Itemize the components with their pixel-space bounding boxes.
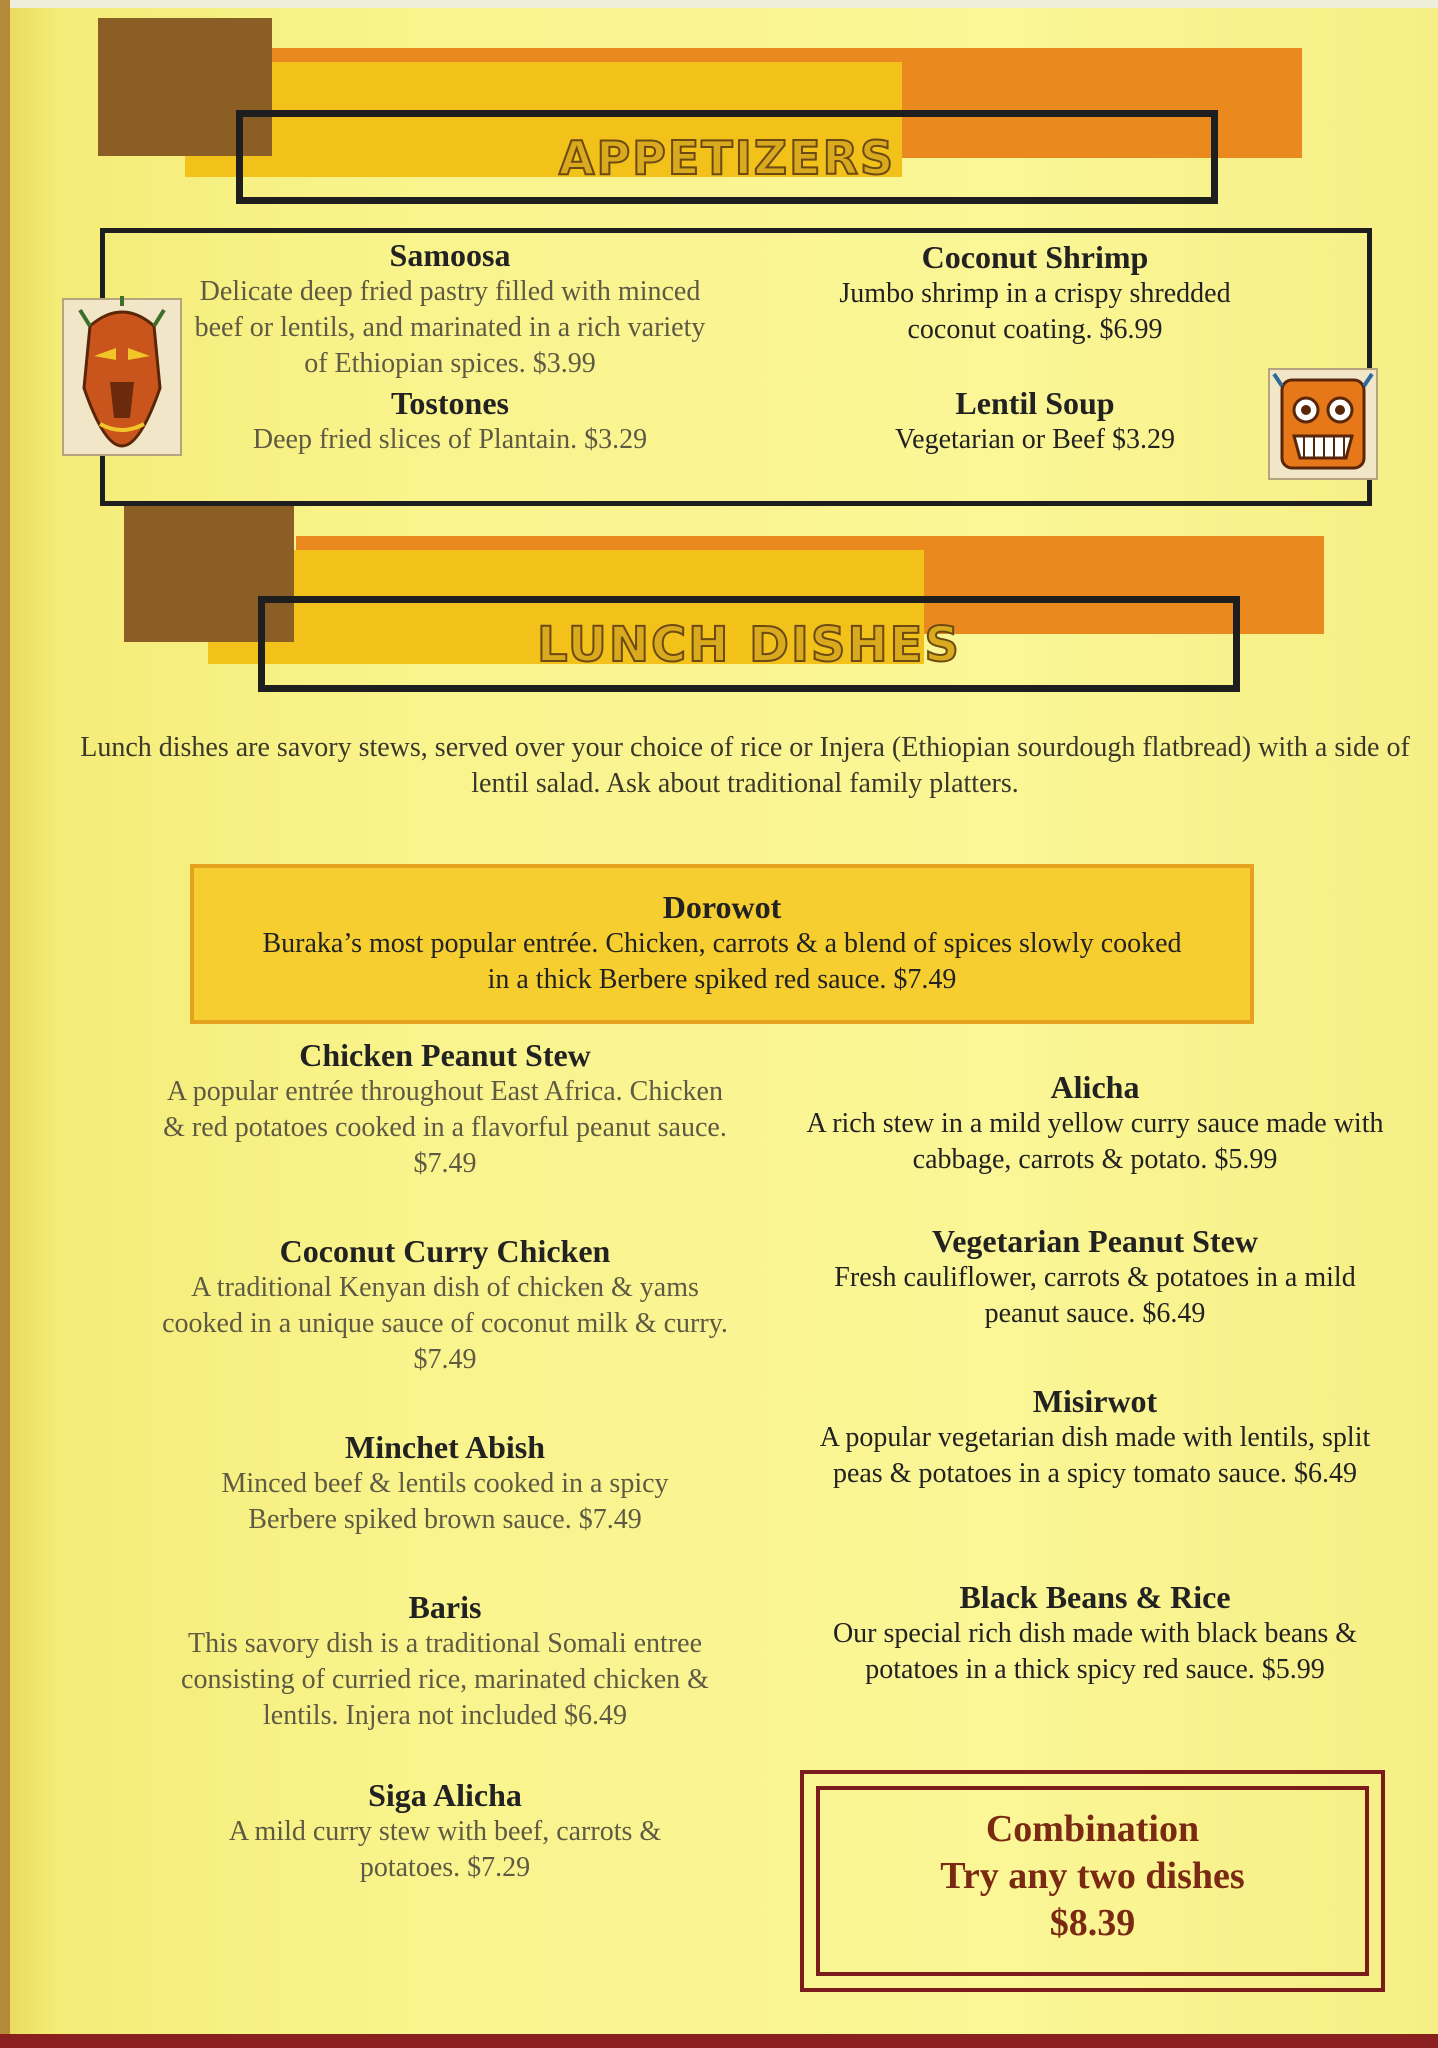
lunch-item-black-beans-rice: [790, 1578, 1400, 1688]
featured-dish-name: Dorowot: [662, 889, 782, 925]
item-description: A popular entrée throughout East Africa. Chicken & red potatoes cooked in a flavorful peanut sauce. $7.49: [163, 1076, 727, 1179]
combination-title: Combination: [985, 1808, 1200, 1850]
item-description: Deep fried slices of Plantain. $3.29: [252, 424, 648, 455]
featured-dish-description: Buraka’s most popular entrée. Chicken, carrots & a blend of spices slowly cooked in a thick Berbere spiked red sauce. $7.49: [262, 928, 1182, 995]
lunch-item-vegetarian-peanut-stew: [790, 1222, 1400, 1332]
page-top-edge: [0, 0, 1438, 8]
item-description: Our special rich dish made with black beans & potatoes in a thick spicy red sauce. $5.99: [832, 1618, 1358, 1685]
item-name: Tostones: [391, 385, 509, 421]
combination-inner-frame: [816, 1786, 1369, 1976]
combination-box: [800, 1770, 1385, 1992]
lunch-item-coconut-curry-chicken: [150, 1232, 740, 1378]
page-binding-edge: [0, 0, 10, 2048]
item-name: Coconut Curry Chicken: [279, 1233, 611, 1269]
appetizers-heading: APPETIZERS: [558, 131, 896, 185]
lunch-item-siga-alicha: [150, 1776, 740, 1886]
lunch-dishes-heading-frame: [258, 596, 1240, 692]
item-description: A mild curry stew with beef, carrots & potatoes. $7.29: [228, 1816, 662, 1883]
item-description: Delicate deep fried pastry filled with minced beef or lentils, and marinated in a rich variety of Ethiopian spices. $3.99: [194, 276, 706, 379]
item-description: A rich stew in a mild yellow curry sauce made with cabbage, carrots & potato. $5.99: [806, 1108, 1384, 1175]
item-name: Black Beans & Rice: [959, 1579, 1231, 1615]
appetizer-item-samoosa: [180, 236, 720, 382]
item-name: Minchet Abish: [344, 1429, 546, 1465]
appetizer-item-coconut-shrimp: [800, 238, 1270, 348]
lunch-item-chicken-peanut-stew: [150, 1036, 740, 1182]
lunch-intro-text: Lunch dishes are savory stews, served over your choice of rice or Injera (Ethiopian sourdough flatbread) with a side of lentil salad. Ask about traditional family platters.: [80, 732, 1410, 799]
tiki-face-icon: [1266, 366, 1380, 482]
lunch-item-baris: [150, 1588, 740, 1734]
lunch-dishes-heading: LUNCH DISHES: [537, 617, 961, 673]
featured-dish-box: [190, 864, 1254, 1024]
tribal-mask-icon: [60, 296, 184, 458]
item-name: Misirwot: [1032, 1383, 1158, 1419]
item-name: Chicken Peanut Stew: [299, 1037, 591, 1073]
appetizer-item-tostones: [180, 384, 720, 458]
combination-offer: Try any two dishes: [940, 1855, 1245, 1897]
appetizers-heading-frame: [236, 110, 1218, 204]
item-description: Fresh cauliflower, carrots & potatoes in a mild peanut sauce. $6.49: [834, 1262, 1356, 1329]
item-name: Alicha: [1050, 1069, 1140, 1105]
page-bottom-edge: [0, 2034, 1438, 2048]
item-name: Vegetarian Peanut Stew: [932, 1223, 1258, 1259]
item-description: Jumbo shrimp in a crispy shredded coconut coating. $6.99: [839, 278, 1231, 345]
item-description: Minced beef & lentils cooked in a spicy Berbere spiked brown sauce. $7.49: [221, 1468, 669, 1535]
appetizer-item-lentil-soup: [800, 384, 1270, 458]
item-description: A traditional Kenyan dish of chicken & yams cooked in a unique sauce of coconut milk & curry. $7.49: [162, 1272, 728, 1375]
item-name: Samoosa: [389, 237, 511, 273]
item-name: Baris: [408, 1589, 482, 1625]
combination-price: $8.39: [1049, 1902, 1136, 1944]
lunch-item-misirwot: [790, 1382, 1400, 1492]
lunch-item-minchet-abish: [150, 1428, 740, 1538]
lunch-item-alicha: [790, 1068, 1400, 1178]
item-description: Vegetarian or Beef $3.29: [895, 424, 1175, 455]
item-name: Coconut Shrimp: [921, 239, 1149, 275]
item-name: Siga Alicha: [368, 1777, 522, 1813]
item-description: A popular vegetarian dish made with lentils, split peas & potatoes in a spicy tomato sauce. $6.49: [819, 1422, 1371, 1489]
item-description: This savory dish is a traditional Somali entree consisting of curried rice, marinated chicken & lentils. Injera not included $6.49: [181, 1628, 709, 1731]
item-name: Lentil Soup: [955, 385, 1115, 421]
